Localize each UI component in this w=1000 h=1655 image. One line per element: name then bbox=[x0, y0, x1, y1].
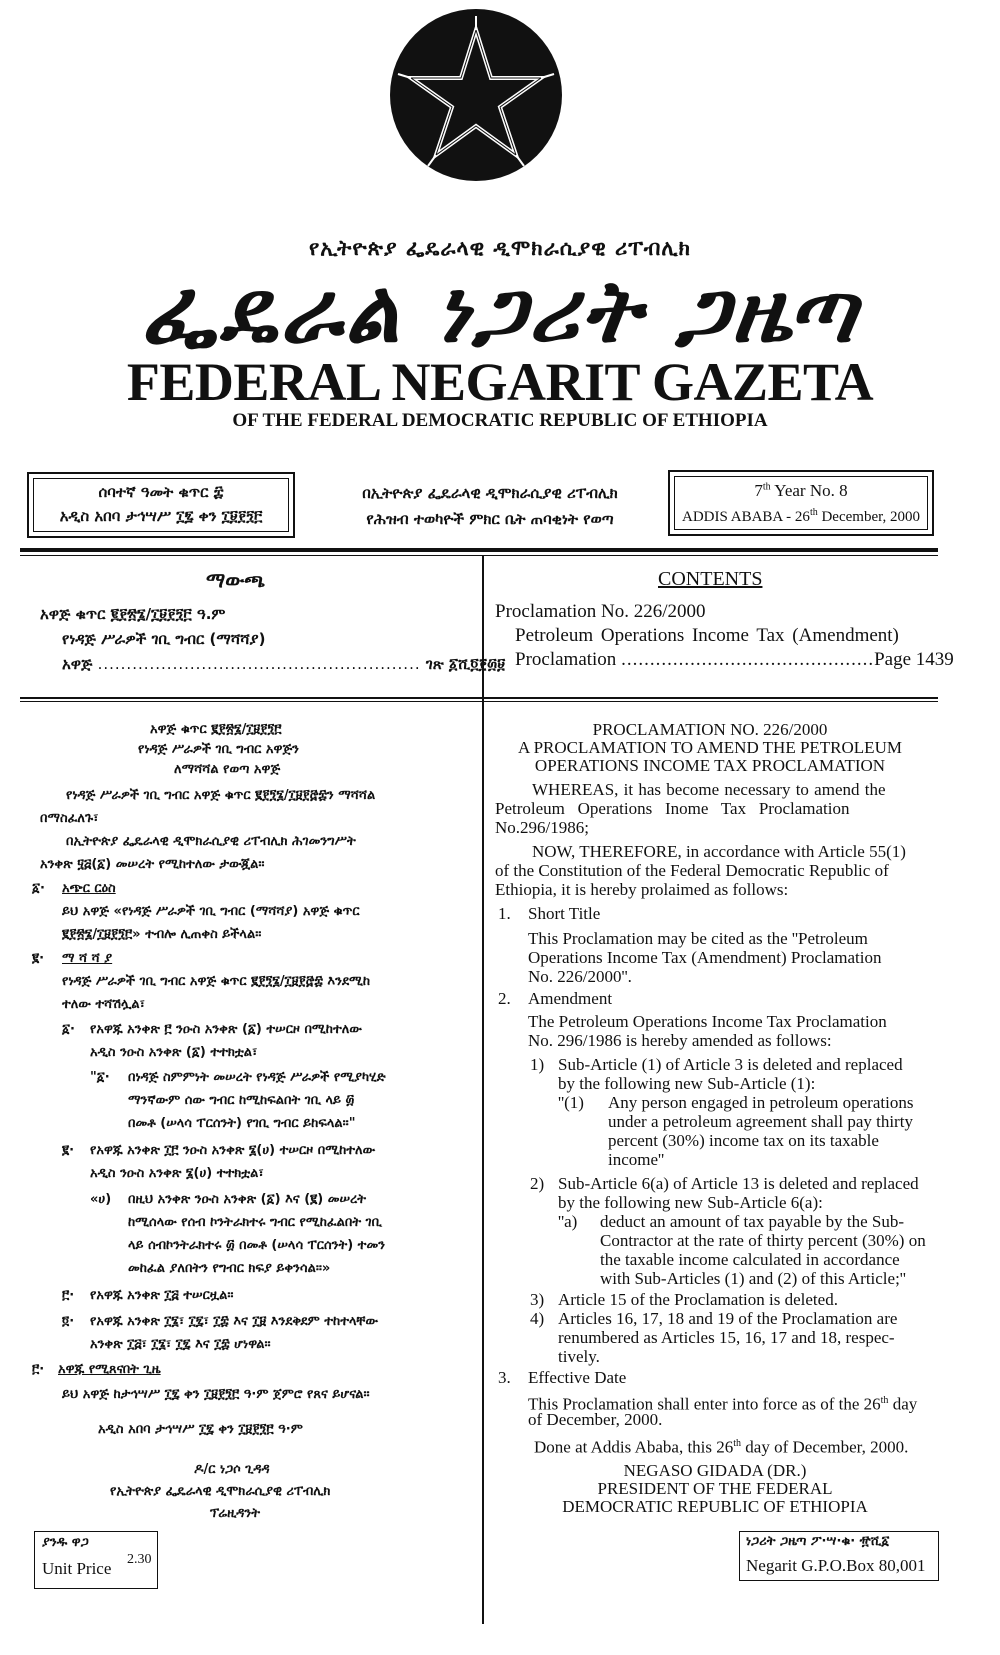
en-quote-2-number: ''a) bbox=[558, 1212, 578, 1231]
en-section-2-b: No. 296/1986 is hereby amended as follows: bbox=[528, 1031, 832, 1050]
en-quote-1-d: income'' bbox=[608, 1150, 665, 1169]
en-section-3-a: This Proclamation shall enter into force as of the 26th day bbox=[528, 1394, 918, 1414]
am-quote-1-c: በመቶ (ሠላሳ ፐርሰንት) የገቢ ግብር ይከፍላል።" bbox=[128, 1116, 356, 1131]
divider-rule bbox=[20, 701, 938, 702]
en-heading-3: OPERATIONS INCOME TAX PROCLAMATION bbox=[534, 756, 886, 775]
am-done-at: አዲስ አበባ ታኅሣሥ ፲፯ ቀን ፲፱፻፺፫ ዓ·ም bbox=[98, 1422, 303, 1437]
am-item-2-number: ፪· bbox=[62, 1143, 75, 1158]
am-section-1-number: ፩· bbox=[32, 881, 45, 896]
masthead-english-title: FEDERAL NEGARIT GAZETA bbox=[126, 352, 874, 412]
am-section-1-a: ይህ አዋጅ «የነዳጅ ሥራዎች ገቢ ግብር (ማሻሻያ) አዋጅ ቁጥር bbox=[62, 904, 360, 919]
en-signatory-name: NEGASO GIDADA (DR.) bbox=[623, 1461, 807, 1480]
unit-price-value: 2.30 bbox=[127, 1552, 152, 1567]
en-item-3-number: 3) bbox=[530, 1290, 545, 1309]
contents-line2: Petroleum Operations Income Tax (Amendment) bbox=[515, 625, 899, 646]
po-box-amharic: ነጋሪት ጋዜጣ ፖ·ሣ·ቁ· ፹ሺ፩ bbox=[746, 1534, 890, 1549]
unit-price-label: Unit Price bbox=[42, 1559, 112, 1578]
en-quote-1-a: Any person engaged in petroleum operations bbox=[608, 1093, 914, 1112]
po-box-english: Negarit G.P.O.Box 80,001 bbox=[746, 1556, 926, 1575]
masthead-english-subtitle: OF THE FEDERAL DEMOCRATIC REPUBLIC OF ETHIOPIA bbox=[232, 410, 768, 431]
am-signatory-name: ዶ/ር ነጋሶ ጊዳዳ bbox=[194, 1462, 270, 1477]
am-quote-2-c: ላይ ሰብኮንትራክተሩ ፴ በመቶ (ሠላሳ ፐርሰንት) ተመን bbox=[128, 1238, 386, 1253]
en-signatory-title-2: DEMOCRATIC REPUBLIC OF ETHIOPIA bbox=[562, 1497, 868, 1516]
am-signatory-title-2: ፕሬዚዳንት bbox=[210, 1506, 260, 1521]
contents-line1: Proclamation No. 226/2000 bbox=[495, 601, 706, 622]
contents-heading: CONTENTS bbox=[658, 568, 763, 590]
am-preamble-1b: በማስፈለጉ፣ bbox=[40, 811, 99, 826]
divider-rule bbox=[20, 555, 938, 556]
ethiopian-emblem-icon bbox=[389, 8, 563, 182]
en-item-4-number: 4) bbox=[530, 1309, 545, 1328]
en-item-1-number: 1) bbox=[530, 1055, 545, 1074]
am-quote-1-number: "፩· bbox=[90, 1070, 110, 1085]
am-item-3-number: ፫· bbox=[62, 1288, 75, 1303]
am-section-2-a: የነዳጅ ሥራዎች ገቢ ግብር አዋጅ ቁጥር ፪፻፺፮/፲፱፻፸፰ እንደሚከ bbox=[62, 974, 371, 989]
publisher-line1: በኢትዮጵያ ፌዴራላዊ ዲሞክራሲያዊ ሪፐብሊክ bbox=[362, 484, 618, 502]
en-quote-2-d: with Sub-Articles (1) and (2) of this Article;'' bbox=[600, 1269, 906, 1288]
contents-amharic-line2: የነዳጅ ሥራዎች ገቢ ግብር (ማሻሻያ) bbox=[62, 630, 266, 648]
en-item-3-a: Article 15 of the Proclamation is deleted. bbox=[558, 1290, 838, 1309]
am-section-2-number: ፪· bbox=[32, 951, 45, 966]
am-item-4-b: አንቀጽ ፲፭፣ ፲፮፣ ፲፯ እና ፲፰ ሆነዋል። bbox=[90, 1337, 271, 1352]
am-section-3-a: ይህ አዋጅ ከታኅሣሥ ፲፯ ቀን ፲፱፻፺፫ ዓ·ም ጀምሮ የጸና ይሆናል። bbox=[62, 1387, 370, 1402]
en-preamble-1b: Petroleum Operations Inome Tax Proclamation bbox=[495, 799, 850, 818]
am-item-2-b: አዲስ ንዑስ አንቀጽ ፮(ሀ) ተተክቷል፣ bbox=[90, 1166, 264, 1181]
en-preamble-2c: Ethiopia, it is hereby prolaimed as follows: bbox=[495, 880, 789, 899]
issue-box-english bbox=[668, 470, 934, 536]
en-quote-2-a: deduct an amount of tax payable by the Sub- bbox=[600, 1212, 905, 1231]
en-preamble-1c: No.296/1986; bbox=[495, 818, 589, 837]
contents-amharic-heading: ማውጫ bbox=[206, 568, 266, 592]
am-quote-1-b: ማንኛውም ሰው ግብር ከሚከፍልበት ገቢ ላይ ፴ bbox=[128, 1093, 355, 1108]
issue-date: ADDIS ABABA - 26th December, 2000 bbox=[682, 507, 920, 525]
en-quote-1-b: under a petroleum agreement shall pay thirty bbox=[608, 1112, 913, 1131]
masthead-amharic-republic: የኢትዮጵያ ፌዴራላዊ ዲሞክራሲያዊ ሪፐብሊክ bbox=[309, 236, 691, 260]
am-quote-2-number: «ሀ) bbox=[90, 1192, 112, 1207]
am-item-4-a: የአዋጁ አንቀጽ ፲፮፣ ፲፯፣ ፲፰ እና ፲፱ እንደቅደም ተከተላቸው bbox=[90, 1314, 378, 1329]
en-item-2-a: Sub-Article 6(a) of Article 13 is deleted and replaced bbox=[558, 1174, 919, 1193]
am-preamble-2b: አንቀጽ ፶፭(፩) መሠረት የሚከተለው ታውጇል። bbox=[40, 857, 265, 872]
en-section-3-title: Effective Date bbox=[528, 1368, 627, 1387]
en-item-4-a: Articles 16, 17, 18 and 19 of the Proclamation are bbox=[558, 1309, 898, 1328]
am-heading-3: ለማሻሻል የወጣ አዋጅ bbox=[174, 762, 281, 777]
am-item-4-number: ፬· bbox=[62, 1314, 75, 1329]
en-section-1-b: Operations Income Tax (Amendment) Proclamation bbox=[528, 948, 882, 967]
am-section-3-number: ፫· bbox=[32, 1362, 45, 1377]
am-item-3-a: የአዋጁ አንቀጽ ፲፭ ተሠርዟል። bbox=[90, 1288, 234, 1303]
am-signatory-title-1: የኢትዮጵያ ፌዴራላዊ ዲሞክራሲያዊ ሪፐብሊክ bbox=[110, 1484, 331, 1499]
column-divider bbox=[482, 556, 484, 1624]
en-heading-1: PROCLAMATION NO. 226/2000 bbox=[592, 720, 828, 739]
en-section-2-a: The Petroleum Operations Income Tax Proclamation bbox=[528, 1012, 887, 1031]
en-section-2-number: 2. bbox=[498, 989, 511, 1008]
am-quote-1-a: በነዳጅ ስምምነት መሠረት የነዳጅ ሥራዎች የሚያካሂድ bbox=[128, 1070, 386, 1085]
am-section-2-b: ተለው ተሻሽሏል፣ bbox=[62, 997, 145, 1012]
en-preamble-2a: NOW, THEREFORE, in accordance with Article 55(1) bbox=[532, 842, 906, 861]
en-section-3-b: of December, 2000. bbox=[528, 1410, 663, 1429]
en-section-3-number: 3. bbox=[498, 1368, 511, 1387]
am-section-3-title: አዋጁ የሚጸናበት ጊዜ bbox=[58, 1362, 161, 1377]
unit-price-amharic: ያንዱ ዋጋ bbox=[42, 1535, 89, 1550]
unit-price-box bbox=[34, 1531, 158, 1589]
en-quote-2-c: the taxable income calculated in accordance bbox=[600, 1250, 900, 1269]
masthead-amharic-title: ፌዴራል ነጋሪት ጋዜጣ bbox=[141, 261, 859, 362]
en-signatory-title-1: PRESIDENT OF THE FEDERAL bbox=[597, 1479, 833, 1498]
en-preamble-1a: WHEREAS, it has become necessary to amend the bbox=[532, 780, 886, 799]
am-preamble-1a: የነዳጅ ሥራዎች ገቢ ግብር አዋጅ ቁጥር ፪፻፺፮/፲፱፻፸፰ን ማሻሻል bbox=[66, 788, 376, 803]
en-item-2-b: by the following new Sub-Article 6(a): bbox=[558, 1193, 823, 1212]
issue-box-amharic bbox=[27, 472, 295, 538]
publisher-line2: የሕዝብ ተወካዮች ምክር ቤት ጠባቂነት የወጣ bbox=[366, 510, 614, 528]
divider-rule bbox=[20, 548, 938, 552]
en-section-1-c: No. 226/2000''. bbox=[528, 967, 632, 986]
contents-line3: Proclamation ............................................Page 1439 bbox=[515, 649, 954, 670]
en-quote-1-number: ''(1) bbox=[558, 1093, 584, 1112]
po-box bbox=[739, 1531, 939, 1581]
am-heading-1: አዋጅ ቁጥር ፪፻፳፮/፲፱፻፺፫ bbox=[150, 722, 282, 737]
issue-year-number: 7th Year No. 8 bbox=[754, 481, 848, 500]
am-item-1-number: ፩· bbox=[62, 1022, 75, 1037]
en-heading-2: A PROCLAMATION TO AMEND THE PETROLEUM bbox=[518, 738, 902, 757]
am-section-1-b: ፪፻፳፮/፲፱፻፺፫» ተብሎ ሊጠቀስ ይችላል። bbox=[62, 927, 262, 942]
issue-amharic-line2: አዲስ አበባ ታኅሣሥ ፲፯ ቀን ፲፱፻፺፫ bbox=[59, 507, 263, 525]
am-quote-2-a: በዚህ አንቀጽ ንዑስ አንቀጽ (፩) እና (፪) መሠረት bbox=[128, 1192, 367, 1207]
en-item-2-number: 2) bbox=[530, 1174, 545, 1193]
am-heading-2: የነዳጅ ሥራዎች ገቢ ግብር አዋጅን bbox=[138, 742, 299, 757]
divider-rule bbox=[20, 697, 938, 699]
en-item-4-c: tively. bbox=[558, 1347, 600, 1366]
en-quote-2-b: Contractor at the rate of thirty percent (30%) on bbox=[600, 1231, 926, 1250]
contents-amharic-line3: አዋጅ ........................................................ ገጽ ፩ሺ፬፻፴፱ bbox=[62, 655, 506, 673]
am-quote-2-d: መከፈል ያለበትን የግብር ክፍያ ይቀንሳል።» bbox=[128, 1261, 331, 1276]
en-section-1-a: This Proclamation may be cited as the ''Petroleum bbox=[528, 929, 868, 948]
contents-amharic-line1: አዋጅ ቁጥር ፪፻፳፮/፲፱፻፺፫ ዓ.ም bbox=[40, 605, 226, 623]
en-done-at: Done at Addis Ababa, this 26th day of December, 2000. bbox=[534, 1437, 909, 1457]
am-section-1-title: አጭር ርዕስ bbox=[62, 881, 116, 896]
en-quote-1-c: percent (30%) income tax on its taxable bbox=[608, 1131, 879, 1150]
am-item-1-a: የአዋጁ አንቀጽ ፫ ንዑስ አንቀጽ (፩) ተሠርዞ በሚከተለው bbox=[90, 1022, 362, 1037]
am-item-2-a: የአዋጁ አንቀጽ ፲፫ ንዑስ አንቀጽ ፮(ሀ) ተሠርዞ በሚከተለው bbox=[90, 1143, 376, 1158]
en-item-4-b: renumbered as Articles 15, 16, 17 and 18, respec- bbox=[558, 1328, 895, 1347]
en-section-2-title: Amendment bbox=[528, 989, 613, 1008]
am-quote-2-b: ከሚሰላው የሰብ ኮንትራክተሩ ግብር የሚከፈልበት ገቢ bbox=[128, 1215, 382, 1230]
issue-amharic-line1: ሰባተኛ ዓመት ቁጥር ፰ bbox=[98, 483, 224, 501]
en-item-1-a: Sub-Article (1) of Article 3 is deleted and replaced bbox=[558, 1055, 903, 1074]
am-section-2-title: ማ ሻ ሻ ያ bbox=[62, 951, 113, 966]
am-item-1-b: አዲስ ንዑስ አንቀጽ (፩) ተተክቷል፣ bbox=[90, 1045, 258, 1060]
en-preamble-2b: of the Constitution of the Federal Democratic Republic of bbox=[495, 861, 889, 880]
am-preamble-2a: በኢትዮጵያ ፌዴራላዊ ዲሞክራሲያዊ ሪፐብሊክ ሕገመንግሥት bbox=[66, 834, 356, 849]
en-item-1-b: by the following new Sub-Article (1): bbox=[558, 1074, 816, 1093]
en-section-1-number: 1. bbox=[498, 904, 511, 923]
en-section-1-title: Short Title bbox=[528, 904, 601, 923]
